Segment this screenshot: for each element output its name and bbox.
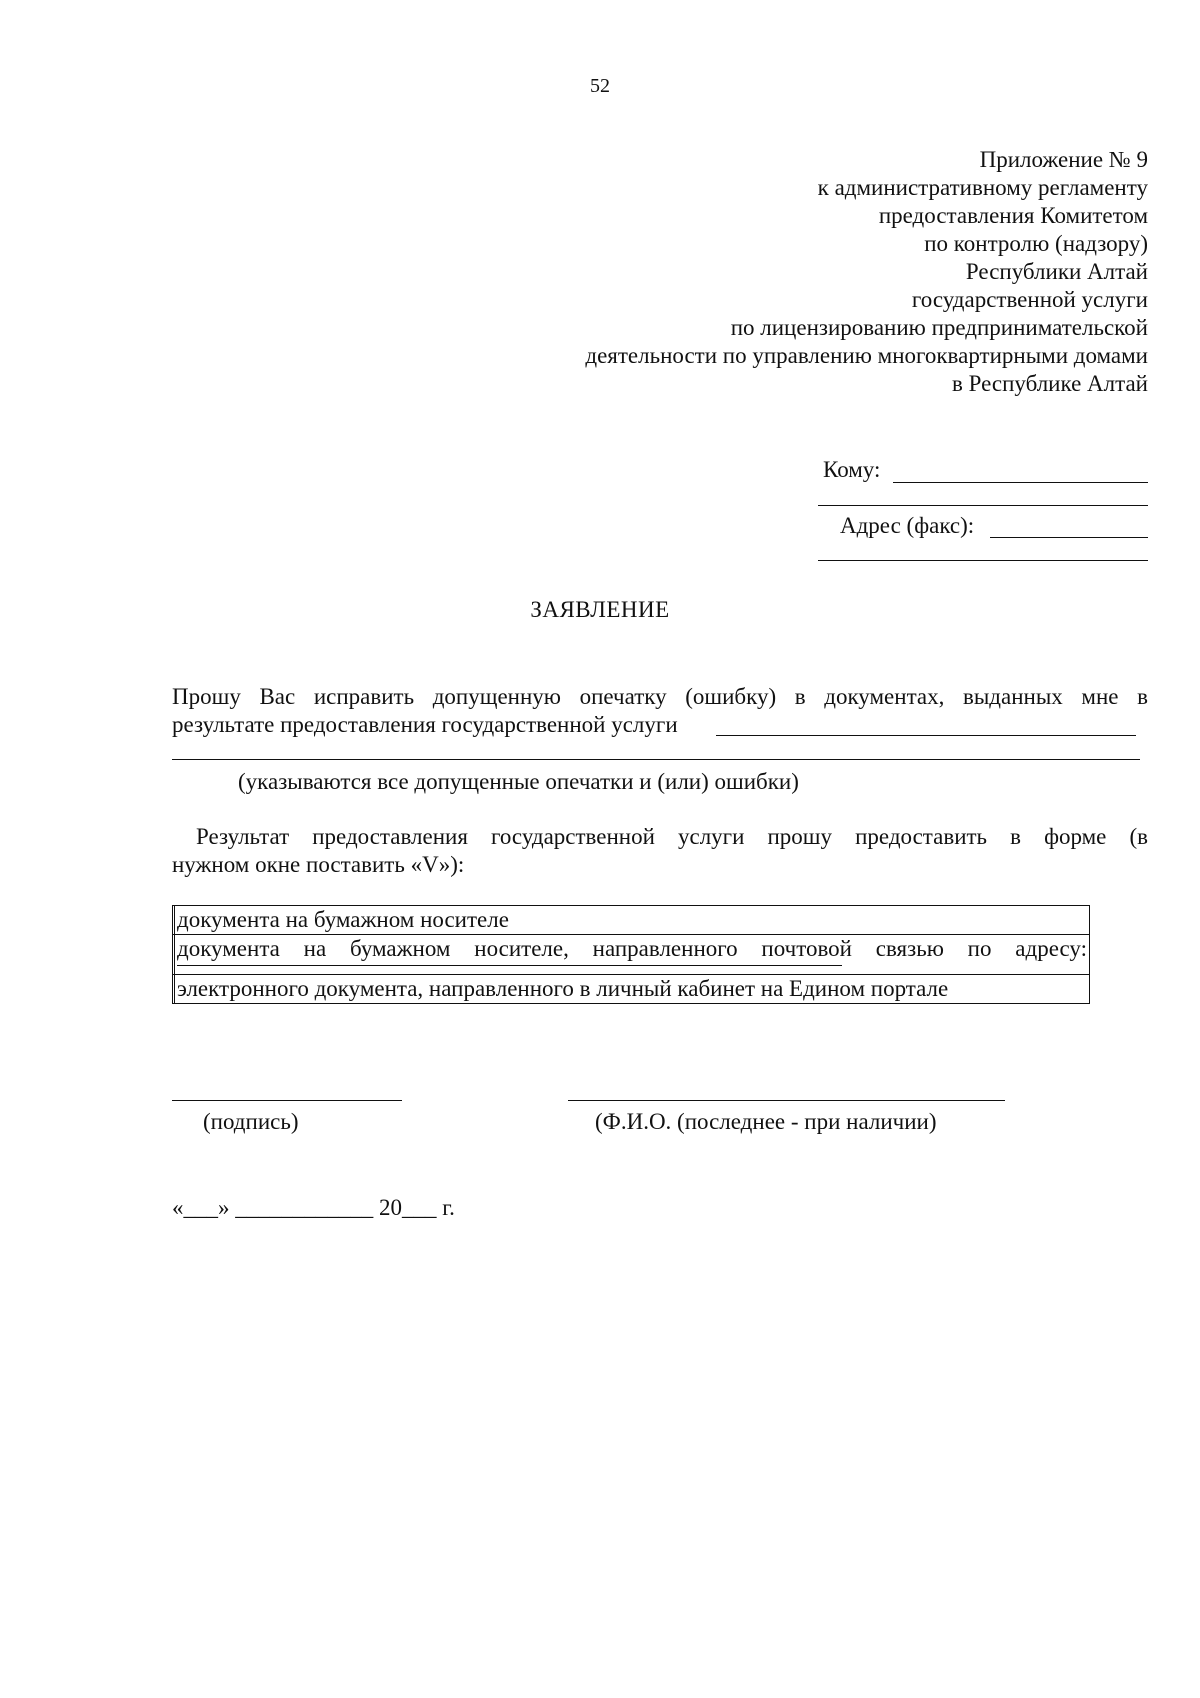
service-field-line[interactable] — [716, 735, 1136, 736]
errors-field-line[interactable] — [172, 759, 1140, 760]
appendix-line: Приложение № 9 — [979, 147, 1148, 172]
appendix-line: к административному регламенту — [817, 175, 1148, 200]
date-line[interactable]: «___» ____________ 20___ г. — [172, 1195, 455, 1220]
appendix-line: Республики Алтай — [965, 259, 1148, 284]
appendix-line: предоставления Комитетом — [878, 203, 1148, 228]
appendix-line: государственной услуги — [911, 287, 1148, 312]
to-field-line[interactable] — [893, 482, 1148, 483]
address-field-line-2[interactable] — [818, 560, 1148, 561]
signature-line[interactable] — [172, 1100, 402, 1101]
appendix-header — [388, 146, 1148, 398]
appendix-line: по контролю (надзору) — [924, 231, 1148, 256]
postal-address-field-line[interactable] — [177, 965, 842, 966]
option-row — [173, 935, 1090, 975]
to-label: Кому: — [823, 457, 881, 482]
result-text-line1: Результат предоставления государственной услуги прошу предоставить в форме (в — [196, 824, 1148, 849]
appendix-line: в Республике Алтай — [951, 371, 1148, 396]
request-text-line1: Прошу Вас исправить допущенную опечатку (ошибку) в документах, выданных мне в — [172, 684, 1148, 709]
errors-note: (указываются все допущенные опечатки и (или) ошибки) — [238, 769, 799, 794]
full-name-label: (Ф.И.О. (последнее - при наличии) — [595, 1109, 937, 1134]
signature-label: (подпись) — [203, 1109, 299, 1134]
appendix-line: по лицензированию предпринимательской — [730, 315, 1148, 340]
full-name-line[interactable] — [568, 1100, 1005, 1101]
result-text-line2: нужном окне поставить «V»): — [172, 852, 465, 877]
delivery-options-table — [172, 905, 1090, 1004]
appendix-line: деятельности по управлению многоквартирными домами — [585, 343, 1148, 368]
option-label: документа на бумажном носителе, направленного почтовой связью по адресу: — [177, 936, 1087, 961]
request-text-line2: результате предоставления государственной услуги — [172, 712, 678, 737]
to-field-line-2[interactable] — [818, 505, 1148, 506]
option-row — [173, 975, 1090, 1004]
page-number: 52 — [590, 75, 610, 97]
option-label: документа на бумажном носителе — [175, 906, 1090, 935]
document-title: ЗАЯВЛЕНИЕ — [530, 597, 670, 622]
option-cell — [175, 935, 1090, 975]
option-label: электронного документа, направленного в личный кабинет на Едином портале — [175, 975, 1090, 1004]
address-label: Адрес (факс): — [840, 513, 975, 538]
option-row — [173, 906, 1090, 935]
address-field-line[interactable] — [990, 537, 1148, 538]
